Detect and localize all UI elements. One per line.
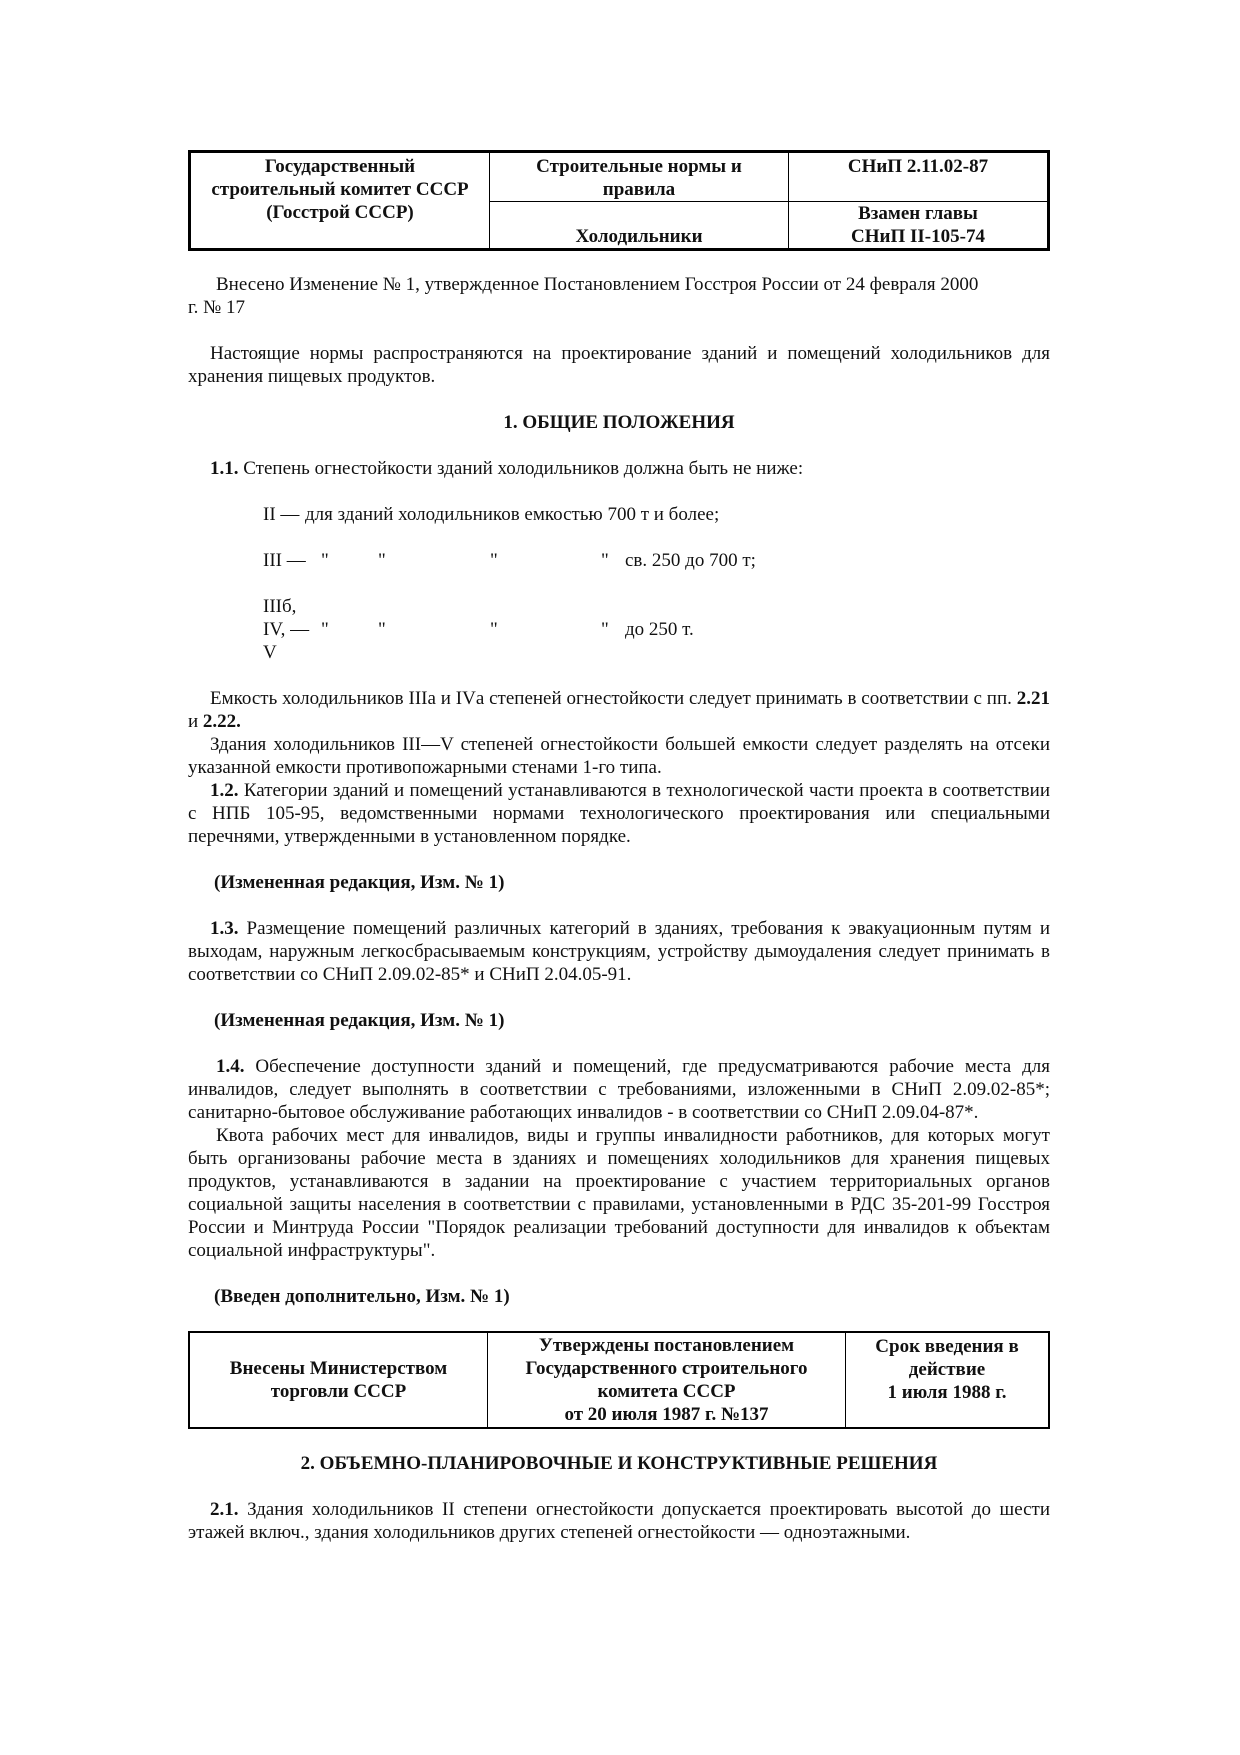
approval-table (188, 1331, 1050, 1429)
approval-line: 1 июля 1988 г. (887, 1382, 1007, 1403)
fire-grade: IIIб, (263, 596, 297, 617)
clause-reference: 2.21 (1016, 688, 1050, 709)
ditto-mark: " (321, 550, 329, 571)
approval-line: Внесены Министерством (229, 1358, 448, 1379)
header-replaces-line: СНиП II-105-74 (851, 226, 985, 247)
paragraph-number: 1.1. (210, 458, 239, 479)
edit-note: (Измененная редакция, Изм. № 1) (214, 872, 505, 893)
paragraph-1-4 (188, 1055, 1050, 1124)
fire-row-iv (263, 595, 1050, 664)
amendment-line: г. № 17 (188, 297, 246, 318)
amendment-line: Внесено Изменение № 1, утвержденное Постановлением Госстроя России от 24 февраля 2000 (216, 274, 979, 295)
paragraph-1-2 (188, 779, 1050, 848)
ditto-mark: " (321, 619, 329, 640)
paragraph-1-3 (188, 917, 1050, 986)
fire-row-iii (263, 549, 1050, 572)
ditto-mark: " (490, 550, 498, 571)
paragraph-text: Размещение помещений различных категорий в зданиях, требования к эвакуационным путям и выходам, наружным легкосбрасываемым конструкциям, устройству дымоудаления следует принимать в соответствии со СНиП 2.09.02-85* и СНиП 2.04.05-91. (188, 918, 1050, 985)
header-doc-type-line: правила (602, 179, 676, 200)
header-code: СНиП 2.11.02-87 (789, 152, 1049, 202)
quota-paragraph: Квота рабочих мест для инвалидов, виды и группы инвалидности работников, для которых могут быть организованы рабочие места в зданиях и помещениях холодильников для хранения пищевых продуктов, устанавливаются в задании на проектирование с участием территориальных органов социальной защиты населения в соответствии с правилами, установленными в РДС 35-201-99 Госстроя России и Минтруда России "Порядок реализации требований доступности для инвалидов к объектам социальной инфраструктуры". (188, 1125, 1050, 1261)
submitted-by (189, 1332, 488, 1428)
paragraph-text: Здания холодильников II степени огнестойкости допускается проектировать высотой до шести этажей включ., здания холодильников других степеней огнестойкости — одноэтажными. (188, 1499, 1050, 1543)
ditto-mark: " (378, 550, 386, 571)
added-note: (Введен дополнительно, Изм. № 1) (214, 1286, 510, 1307)
header-table (188, 150, 1050, 251)
paragraph-number: 1.2. (210, 780, 239, 801)
header-replaces (789, 202, 1049, 250)
header-org-line: строительный комитет СССР (211, 179, 469, 200)
approval-line: действие (908, 1359, 986, 1380)
header-org-line: (Госстрой СССР) (266, 202, 414, 223)
fire-grade: III — (263, 550, 306, 571)
scope-paragraph: Настоящие нормы распространяются на проектирование зданий и помещений холодильников для хранения пищевых продуктов. (188, 343, 1050, 387)
document-page (188, 150, 1050, 1544)
approval-line: комитета СССР (597, 1381, 736, 1402)
paragraph-1-1 (188, 457, 1050, 480)
paragraph-text: и (188, 711, 203, 732)
header-org-line: Государственный (264, 156, 416, 177)
fire-grade: II — (263, 504, 300, 525)
ditto-mark: " (378, 619, 386, 640)
ditto-mark: " (601, 619, 609, 640)
buildings-paragraph: Здания холодильников III—V степеней огнестойкости большей емкости следует разделять на отсеки указанной емкости противопожарными стенами 1-го типа. (188, 734, 1050, 778)
paragraph-text: Обеспечение доступности зданий и помещений, где предусматриваются рабочие места для инвалидов, следует выполнять в соответствии с требованиями, изложенными в СНиП 2.09.02-85*; санитарно-бытовое обслуживание работающих инвалидов - в соответствии со СНиП 2.09.04-87*. (188, 1056, 1050, 1123)
approval-line: от 20 июля 1987 г. №137 (564, 1404, 769, 1425)
fire-capacity: для зданий холодильников емкостью 700 т и более; (305, 504, 720, 525)
section1-heading: 1. ОБЩИЕ ПОЛОЖЕНИЯ (503, 412, 735, 433)
fire-capacity: до 250 т. (625, 619, 694, 640)
ditto-mark: " (601, 550, 609, 571)
fire-grade: IV, — (263, 619, 310, 640)
approval-line: торговли СССР (270, 1381, 407, 1402)
clause-reference: 2.22. (202, 711, 241, 732)
header-org (190, 152, 490, 250)
section2-heading: 2. ОБЪЕМНО-ПЛАНИРОВОЧНЫЕ И КОНСТРУКТИВНЫЕ РЕШЕНИЯ (300, 1453, 938, 1474)
paragraph-number: 2.1. (210, 1499, 239, 1520)
paragraph-text: Степень огнестойкости зданий холодильников должна быть не ниже: (238, 458, 804, 479)
effective-date (846, 1332, 1050, 1428)
header-doc-type (490, 152, 789, 202)
paragraph-number: 1.4. (216, 1056, 245, 1077)
approval-line: Срок введения в (875, 1336, 1019, 1357)
header-replaces-line: Взамен главы (858, 203, 978, 224)
ditto-mark: " (490, 619, 498, 640)
fire-row-ii (263, 503, 1050, 526)
amendment-note (188, 273, 1050, 319)
paragraph-text: Емкость холодильников IIIа и IVа степеней огнестойкости следует принимать в соответствии с пп. (210, 688, 1017, 709)
fire-capacity: св. 250 до 700 т; (625, 550, 756, 571)
paragraph-number: 1.3. (210, 918, 239, 939)
capacity-paragraph (188, 687, 1050, 733)
paragraph-2-1 (188, 1498, 1050, 1544)
header-doc-type-line: Строительные нормы и (536, 156, 742, 177)
approval-line: Утверждены постановлением (538, 1335, 795, 1356)
paragraph-text: Категории зданий и помещений устанавливаются в технологической части проекта в соответствии с НПБ 105-95, ведомственными нормами технологического проектирования или специальными перечнями, утвержденными в установленном порядке. (188, 780, 1050, 847)
approved-by (488, 1332, 846, 1428)
edit-note: (Измененная редакция, Изм. № 1) (214, 1010, 505, 1031)
fire-grade: V (263, 642, 277, 663)
approval-line: Государственного строительного (525, 1358, 808, 1379)
header-title: Холодильники (490, 202, 789, 250)
